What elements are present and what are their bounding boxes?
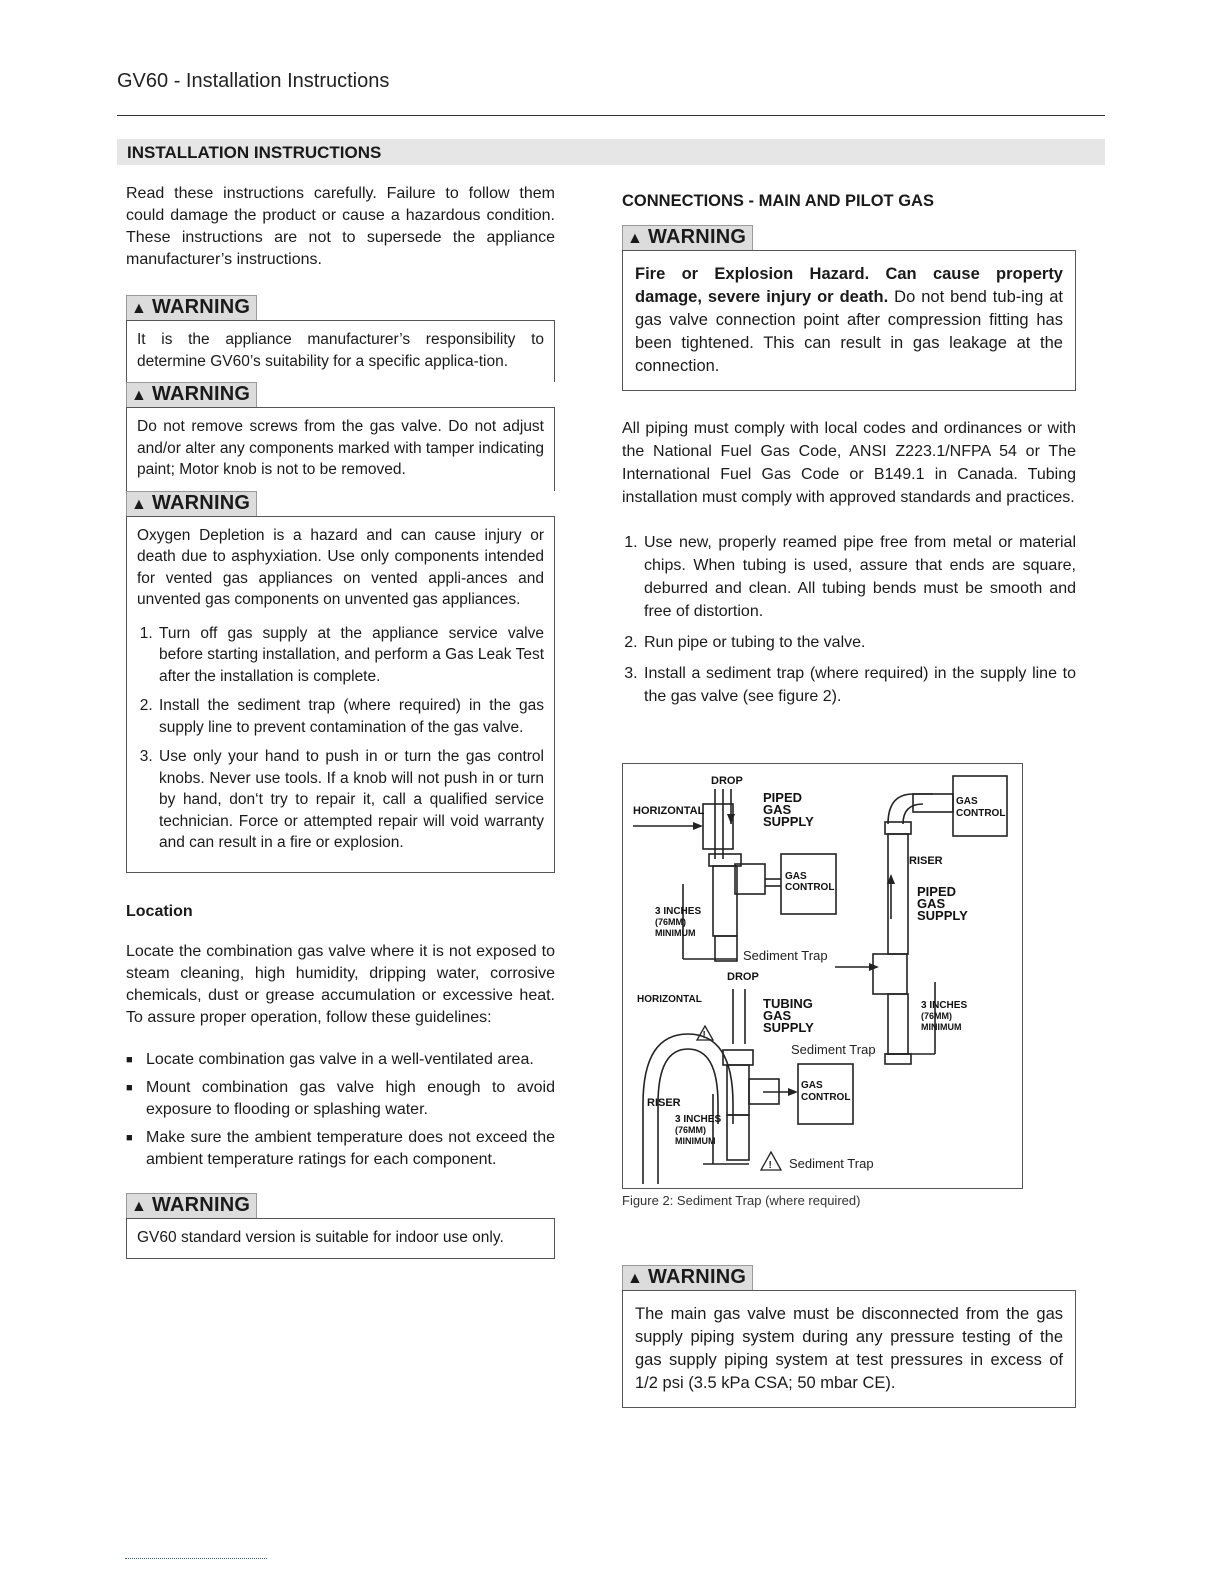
page-header-title: GV60 - Installation Instructions (117, 70, 390, 92)
label-gas-control: CONTROL (785, 882, 835, 893)
label-minimum: MINIMUM (921, 1022, 962, 1032)
label-3-inches: 3 INCHES (921, 1000, 968, 1011)
sediment-trap-figure (622, 763, 1023, 1189)
label-supply: SUPPLY (763, 1020, 814, 1035)
label-minimum: MINIMUM (655, 928, 696, 938)
piping-paragraph: All piping must comply with local codes and ordinances or with the National Fuel Gas Code, ANSI Z223.1/NFPA 54 or The International Fuel Gas Code or B149.1 in Canada. Tubing installation must comply with approved standards and practices. (622, 420, 1076, 506)
warning-box-pressure (622, 1290, 1076, 1408)
sediment-trap-diagram (623, 764, 1022, 1188)
warning-box-screws (126, 407, 555, 491)
label-drop: DROP (727, 971, 759, 983)
warning-tag (622, 1265, 753, 1290)
warning-triangle-icon: ▲ (627, 230, 644, 247)
label-gas: GAS (917, 896, 946, 911)
connection-steps-list (622, 531, 1076, 708)
label-76mm: (76MM) (921, 1011, 952, 1021)
list-item: ■ Make sure the ambient temperature does not exceed the ambient temperature ratings for each component. (126, 1127, 555, 1171)
list-item: 2. Install the sediment trap (where required) in the gas supply line to prevent contamination of the gas valve. (157, 695, 544, 738)
label-gas-control: GAS (785, 871, 807, 882)
label-piped: PIPED (763, 790, 803, 805)
safety-steps-list (137, 623, 544, 854)
warning-triangle-icon: ▲ (131, 387, 148, 404)
label-gas: GAS (763, 1008, 792, 1023)
label-riser: RISER (909, 855, 943, 867)
label-3-inches: 3 INCHES (675, 1114, 722, 1125)
connections-heading: CONNECTIONS - MAIN AND PILOT GAS (622, 192, 934, 210)
label-sediment-trap: Sediment Trap (791, 1042, 876, 1057)
label-gas-control: CONTROL (801, 1092, 851, 1103)
warning-triangle-icon: ▲ (627, 1270, 644, 1287)
warning-text-fire: Do not bend tub-ing at gas valve connection point after compression fitting has been tightened. This can result in gas leakage at the connection. (635, 288, 1063, 375)
list-item: ■ Locate combination gas valve in a well-ventilated area. (126, 1049, 555, 1071)
warning-triangle-icon: ▲ (131, 495, 148, 513)
warning-label: WARNING (152, 1193, 251, 1216)
list-item: 1. Turn off gas supply at the appliance service valve before starting installation, and perform a Gas Leak Test after the installation is complete. (157, 623, 544, 688)
list-item: 3. Use only your hand to push in or turn the gas control knobs. Never use tools. If a knob will not push in or turn by hand, don‘t try to repair it, call a qualified service technician. Force or attempted repair will void warranty and can result in a fire or explosion. (157, 746, 544, 854)
warning-group-1 (126, 295, 555, 873)
label-horizontal: HORIZONTAL (633, 805, 705, 817)
list-item: 1. Use new, properly reamed pipe free from metal or material chips. When tubing is used, assure that ends are square, deburred and clean. All tubing bends must be smooth and free of distortion. (642, 531, 1076, 623)
warning-box-fire (622, 250, 1076, 391)
warning-text-oxygen: Oxygen Depletion is a hazard and can cause injury or death due to asphyxiation. Use only components intended for vented gas appliances on vented appli-ances and unvented gas components on unvented gas appliances. (137, 526, 544, 608)
warning-group-pressure (622, 1265, 1076, 1408)
warning-triangle-icon: ▲ (131, 1197, 148, 1215)
label-76mm: (76MM) (675, 1125, 706, 1135)
warning-label: WARNING (152, 296, 251, 318)
label-sediment-trap: Sediment Trap (743, 948, 828, 963)
label-sediment-trap: Sediment Trap (789, 1156, 874, 1171)
label-drop: DROP (711, 775, 743, 787)
warning-text-pressure: The main gas valve must be disconnected from the gas supply piping system during any pressure testing of the gas supply piping system at test pressures in excess of 1/2 psi (3.5 kPa CSA; 50 mbar CE). (635, 1305, 1063, 1392)
label-gas-control: GAS (956, 796, 978, 807)
warning-tag (126, 382, 257, 407)
warning-label: WARNING (152, 383, 251, 405)
intro-paragraph: Read these instructions carefully. Failure to follow them could damage the product or cause a hazardous condition. These instructions are not to supersede the appliance manufacturer’s instructions. (126, 185, 555, 268)
label-piped: PIPED (917, 884, 957, 899)
warning-label: WARNING (152, 491, 251, 514)
list-item: 3. Install a sediment trap (where required) in the supply line to the gas valve (see figure 2). (642, 662, 1076, 708)
section-title: INSTALLATION INSTRUCTIONS (117, 139, 1105, 165)
warning-text-indoor: GV60 standard version is suitable for indoor use only. (137, 1228, 504, 1246)
warning-tag (126, 295, 257, 320)
warning-triangle-icon: ▲ (131, 300, 148, 317)
location-bullet-list (126, 1049, 555, 1171)
label-gas-control: CONTROL (956, 808, 1006, 819)
location-heading: Location (126, 902, 193, 920)
label-tubing: TUBING (763, 996, 813, 1011)
warning-group-fire (622, 225, 1076, 391)
location-paragraph: Locate the combination gas valve where it is not exposed to steam cleaning, high humidity, dripping water, corrosive chemicals, dust or grease accumulation or excessive heat. To assure proper operation, follow these guidelines: (126, 942, 555, 1026)
label-3-inches: 3 INCHES (655, 906, 702, 917)
list-item: 2. Run pipe or tubing to the valve. (642, 631, 1076, 654)
warning-box-oxygen (126, 516, 555, 873)
label-riser: RISER (647, 1097, 681, 1109)
figure-caption: Figure 2: Sediment Trap (where required) (622, 1193, 861, 1208)
label-76mm: (76MM) (655, 917, 686, 927)
warning-group-indoor (126, 1193, 555, 1260)
left-column (126, 183, 555, 1259)
label-gas: GAS (763, 802, 792, 817)
warning-symbol: ! (702, 1030, 706, 1041)
label-horizontal: HORIZONTAL (637, 994, 702, 1005)
warning-text-fire-bold: Fire or Explosion Hazard. Can cause property damage, severe injury or death. (635, 265, 1063, 306)
warning-label: WARNING (648, 1266, 747, 1288)
warning-symbol: ! (768, 1160, 772, 1171)
warning-tag (126, 1193, 257, 1218)
list-item: ■ Mount combination gas valve high enough to avoid exposure to flooding or splashing water. (126, 1077, 555, 1121)
warning-tag (622, 225, 753, 250)
warning-box-indoor (126, 1218, 555, 1260)
label-gas-control: GAS (801, 1080, 823, 1091)
label-supply: SUPPLY (763, 814, 814, 829)
warning-tag (126, 491, 257, 516)
warning-text-suitability: It is the appliance manufacturer’s responsibility to determine GV60’s suitability for a specific applica-tion. (137, 331, 544, 370)
footer-link-line (125, 1558, 267, 1559)
label-supply: SUPPLY (917, 908, 968, 923)
label-minimum: MINIMUM (675, 1136, 716, 1146)
warning-label: WARNING (648, 226, 747, 248)
warning-text-screws: Do not remove screws from the gas valve. Do not adjust and/or alter any components marked with tamper indicating paint; Motor knob is not to be removed. (137, 418, 544, 478)
warning-box-suitability (126, 320, 555, 382)
header-divider (117, 115, 1105, 116)
right-column (622, 192, 1076, 716)
